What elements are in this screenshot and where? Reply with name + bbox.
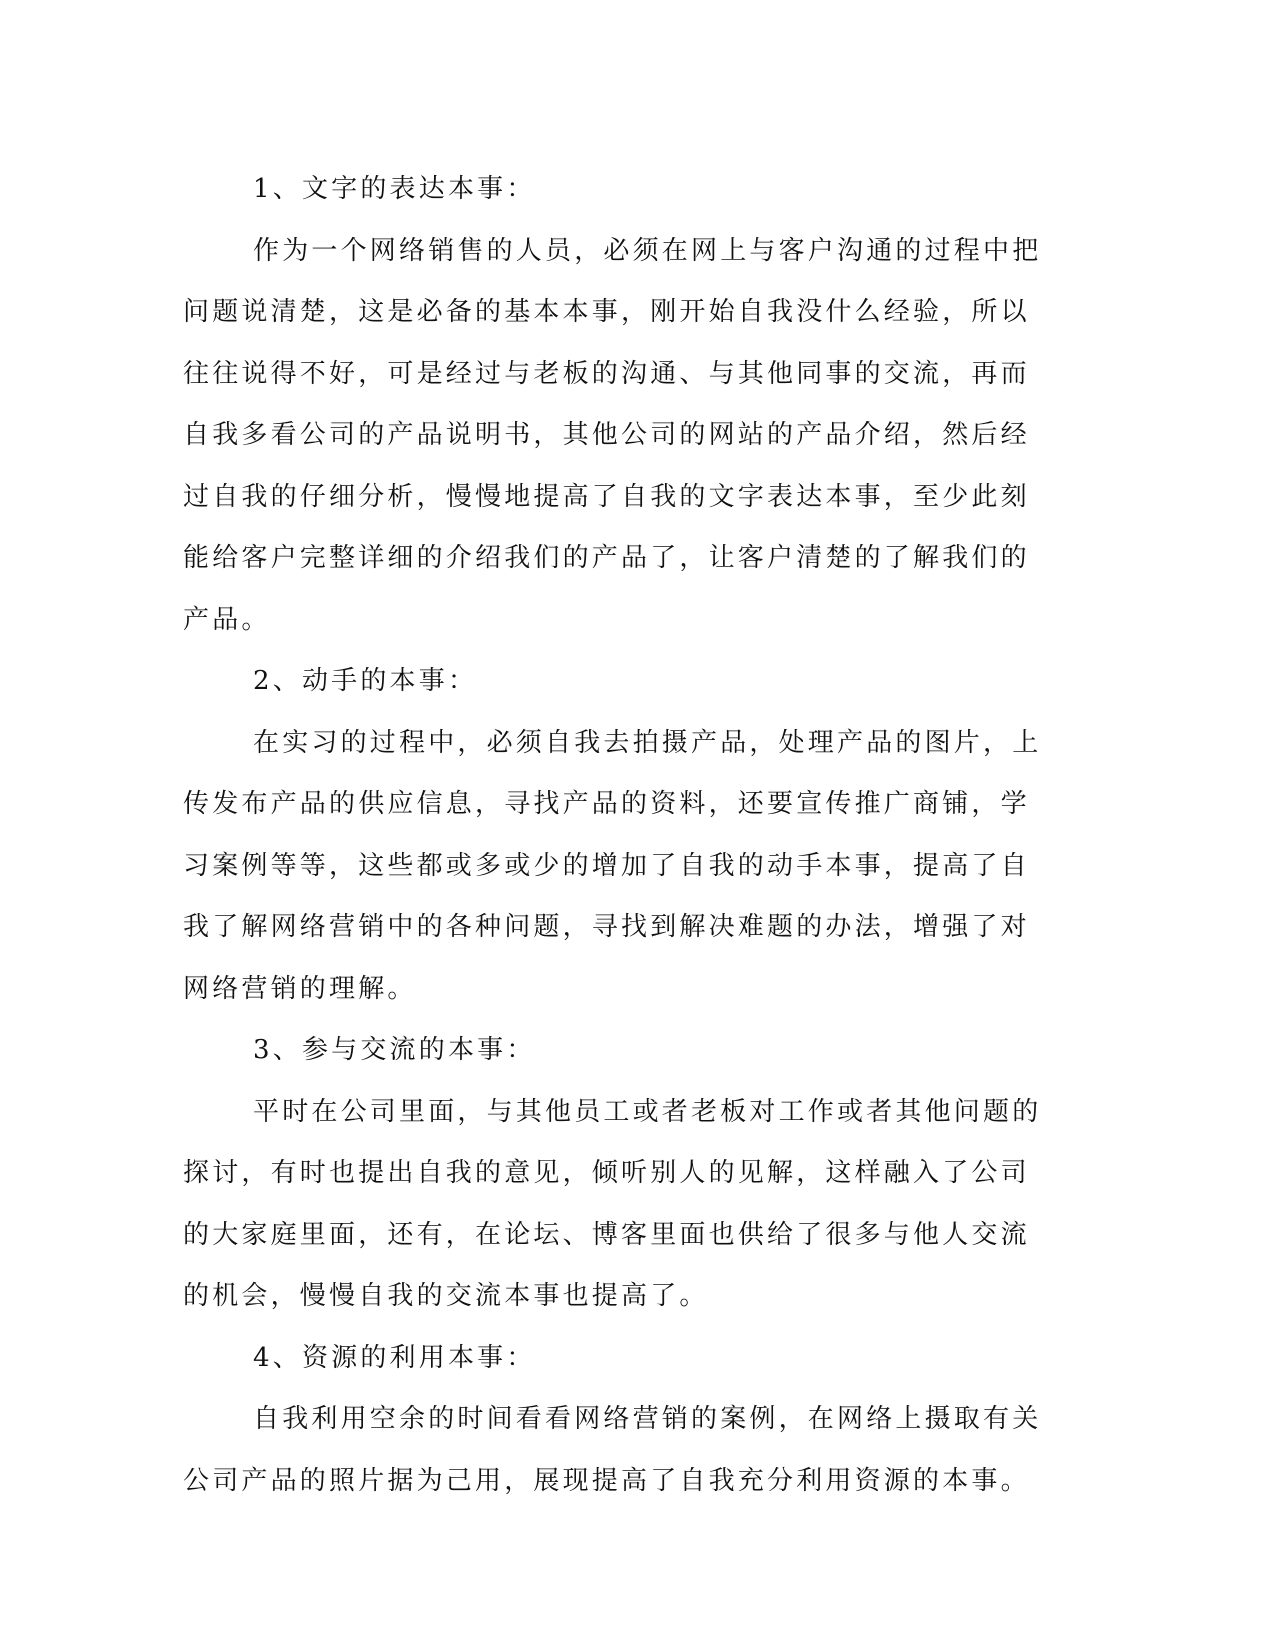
section-body-4: 自我利用空余的时间看看网络营销的案例，在网络上摄取有关公司产品的照片据为己用，展现提高了自我充分利用资源的本事。	[183, 1404, 1042, 1496]
section-body-2: 在实习的过程中，必须自我去拍摄产品，处理产品的图片，上传发布产品的供应信息，寻找产品的资料，还要宣传推广商铺，学习案例等等，这些都或多或少的增加了自我的动手本事，提高了自我了解网络营销中的各种问题，寻找到解决难题的办法，增强了对网络营销的理解。	[183, 727, 1042, 1004]
section-heading-2: 2、动手的本事：	[253, 666, 478, 696]
section-heading-3: 3、参与交流的本事：	[253, 1035, 536, 1065]
section-heading-4: 4、资源的利用本事：	[253, 1342, 536, 1373]
section-heading-1: 1、文字的表达本事：	[253, 174, 536, 204]
section-body-3: 平时在公司里面，与其他员工或者老板对工作或者其他问题的探讨，有时也提出自我的意见，倾听别人的见解，这样融入了公司的大家庭里面，还有，在论坛、博客里面也供给了很多与他人交流的机会，慢慢自我的交流本事也提高了。	[183, 1096, 1042, 1311]
document-body	[183, 159, 1043, 1512]
section-body-1: 作为一个网络销售的人员，必须在网上与客户沟通的过程中把问题说清楚，这是必备的基本本事，刚开始自我没什么经验，所以往往说得不好，可是经过与老板的沟通、与其他同事的交流，再而自我多看公司的产品说明书，其他公司的网站的产品介绍，然后经过自我的仔细分析，慢慢地提高了自我的文字表达本事，至少此刻能给客户完整详细的介绍我们的产品了，让客户清楚的了解我们的产品。	[183, 235, 1042, 635]
